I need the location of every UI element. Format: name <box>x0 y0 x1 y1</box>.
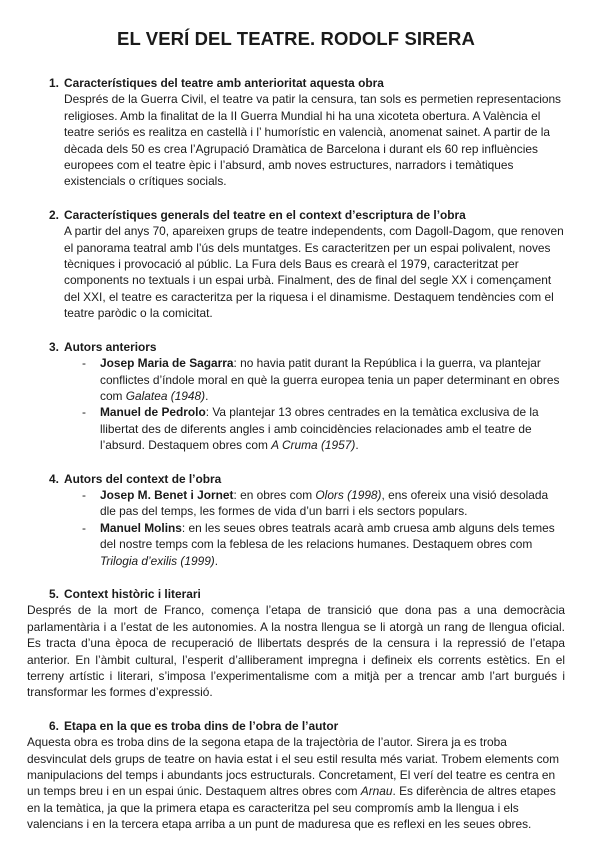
section-body: A partir del anys 70, apareixen grups de teatre independents, com Dagoll-Dagom, que renoven el panorama teatral amb l’ús dels muntatges. Es caracteritzen per un espai polivalent, noves tècniques i provocació al públic. La Fura dels Baus es crearà el 1979, caracteritzat per components no textuals i un espai urbà. Finalment, des de final del segle XX i començament del XXI, el teatre es caracteritza per la riquesa i el dinamisme. Destaquem tendències com el teatre paròdic o la comicitat. <box>64 224 564 321</box>
author-name: Manuel de Pedrolo <box>100 405 206 420</box>
list-dash: - <box>82 356 86 371</box>
section-heading <box>27 339 565 355</box>
section-heading <box>27 207 565 223</box>
section-number: 6. <box>49 718 59 733</box>
author-text-end: . <box>214 553 219 568</box>
section-number: 3. <box>49 339 59 354</box>
list-dash: - <box>82 405 86 420</box>
section-1 <box>27 75 565 190</box>
section-body <box>27 734 565 832</box>
section-heading <box>27 75 565 91</box>
list-dash: - <box>82 520 86 535</box>
work-title: Olors (1998) <box>315 487 382 502</box>
section-title: Context històric i literari <box>64 586 201 601</box>
section-6 <box>27 718 565 833</box>
section-4 <box>27 471 565 569</box>
document-title: EL VERÍ DEL TEATRE. RODOLF SIRERA <box>117 28 475 49</box>
author-item <box>82 404 565 453</box>
section-number: 1. <box>49 76 59 90</box>
author-text: : en les seues obres teatrals acarà amb cruesa amb alguns dels temes del nostre temps com la feblesa de les relacions humanes. Destaquem obres com <box>100 520 555 552</box>
author-entry <box>100 404 565 453</box>
section-heading <box>27 471 565 487</box>
author-name: Josep Maria de Sagarra <box>100 356 234 371</box>
work-title: Galatea (1948) <box>125 388 206 403</box>
section-title: Característiques del teatre amb anterioritat aquesta obra <box>64 76 384 90</box>
section-heading <box>27 718 565 734</box>
author-item <box>82 487 565 520</box>
section-3 <box>27 339 565 454</box>
section-title: Autors anteriors <box>64 339 157 354</box>
section-5 <box>27 586 565 701</box>
author-entry <box>100 520 565 569</box>
author-text-end: . <box>205 388 209 403</box>
author-list <box>27 355 565 453</box>
author-entry <box>100 355 565 404</box>
author-text: : no havia patit durant la República i la guerra, va plantejar conflictes d’índole moral en què la guerra europea tenia un paper determinant en obres com <box>100 356 560 403</box>
work-title: Arnau <box>360 784 393 799</box>
section-2 <box>27 207 565 322</box>
section-number: 5. <box>49 586 59 601</box>
section-title: Característiques generals del teatre en el context d’escriptura de l’obra <box>64 207 466 222</box>
author-name: Josep M. Benet i Jornet <box>100 487 234 502</box>
section-heading <box>27 586 565 602</box>
author-text-end: . <box>355 438 359 453</box>
section-body: Després de la mort de Franco, comença l’etapa de transició que dona pas a una democràcia parlamentària i a l’estat de les autonomies. A la nostra llengua se li atorgà un rang de llengua oficial. Es tracta d’una època de recuperació de llibertats després de la censura i la repressió de l’etapa anterior. En l’àmbit cultural, l’esperit d’alliberament impregna i defineix els corrents estètics. En el terreny artístic i literari, s’imposa l’experimentalisme com a mitjà per a trencar amb l’art burgués i transformar les formes d’expressió. <box>27 603 565 700</box>
section-title: Autors del context de l’obra <box>64 471 222 486</box>
section-number: 2. <box>49 207 59 222</box>
body-text: Aquesta obra es troba dins de la segona etapa de la trajectòria de l’autor. Sirera ja es troba desvinculat dels grups de teatre on havia estat i el seu estil resulta més variat. Trobem elements com manipulacions del temps i abundants jocs estructurals. Concretament, El verí del teatre es centra en un temps breu i en un espai únic. Destaquem altres obres com <box>27 735 560 799</box>
list-dash: - <box>82 487 86 502</box>
author-item <box>82 520 565 569</box>
section-title: Etapa en la que es troba dins de l’obra de l’autor <box>64 718 339 733</box>
author-text-end: , ens ofereix una visió desolada dle pas del temps, les formes de vida d’un barri i els sectors populars. <box>100 487 549 519</box>
author-entry <box>100 487 565 520</box>
author-text: : Va plantejar 13 obres centrades en la temàtica exclusiva de la llibertat des de diferents angles i amb coincidències relacionades amb el teatre de l’absurd. Destaquem obres com <box>100 405 539 453</box>
work-title: A Cruma (1957) <box>271 438 356 453</box>
work-title: Trilogia d’exilis (1999) <box>100 553 215 568</box>
author-list <box>27 487 565 569</box>
section-number: 4. <box>49 471 59 486</box>
body-text-end: . Es diferència de altres etapes en la temàtica, ja que la primera etapa es caracteritza pel seu compromís amb la llengua i els valencians i en la tercera etapa arriba a un punt de maduresa que es reflexi en les seues obres. <box>27 784 556 832</box>
author-name: Manuel Molins <box>100 520 182 535</box>
section-body: Després de la Guerra Civil, el teatre va patir la censura, tan sols es permetien representacions religioses. Amb la finalitat de la II Guerra Mundial hi ha una xicoteta obertura. A València el teatre seriós es realitza en castellà i l’ humorístic en valencià, anomenat sainet. A partir de la dècada dels 50 es crea l’Agrupació Dramàtica de Barcelona i durant els 60 rep influències europees com el teatre èpic i l’absurd, amb noves estructures, narradors i temàtiques existencials o crítiques socials. <box>64 92 562 189</box>
author-text: : en obres com <box>233 487 316 502</box>
author-item <box>82 355 565 404</box>
